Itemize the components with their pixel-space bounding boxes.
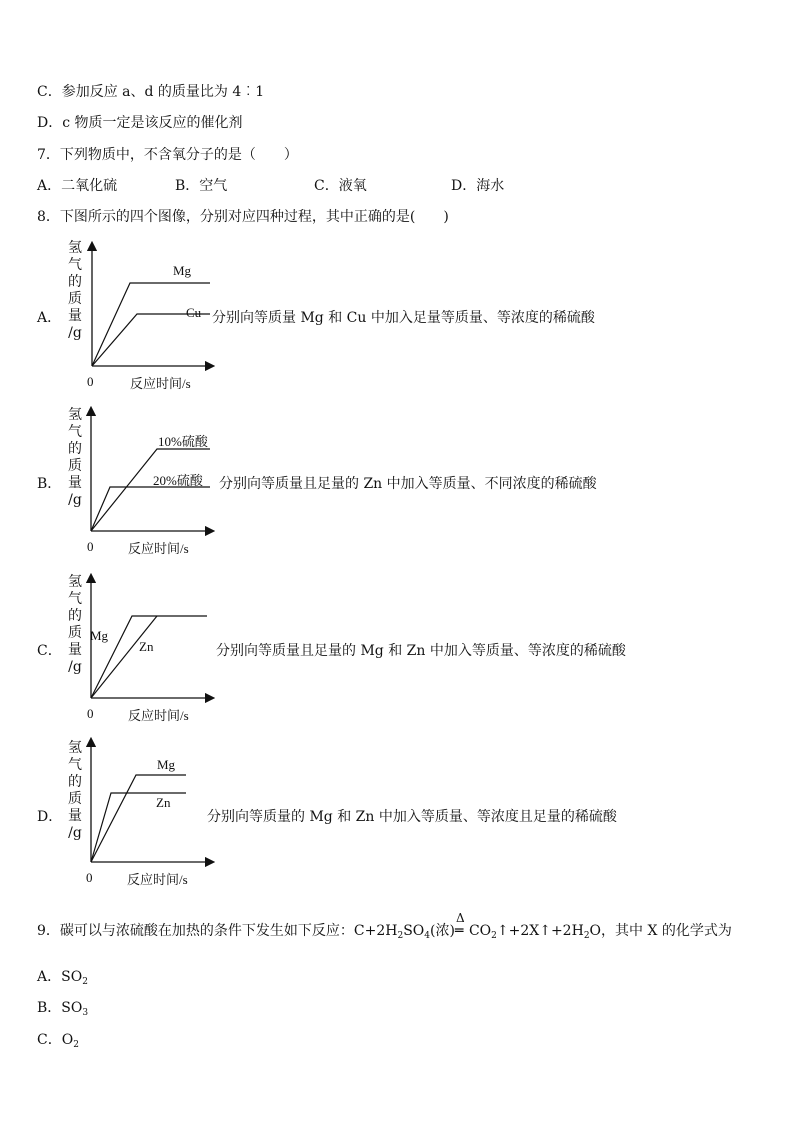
curve-label-20: 20%硫酸 [153,473,203,488]
x-axis-label: 反应时间/s [130,376,191,391]
graph-c-ylabel: 氢 气 的 质 量 /g [68,574,82,675]
question-7: 7．下列物质中，不含氧分子的是（ ） [37,147,298,163]
question-8: 8．下图所示的四个图像，分别对应四种过程，其中正确的是( ) [37,209,449,225]
origin-label: 0 [87,706,94,721]
x-axis-label: 反应时间/s [127,872,188,887]
origin-label: 0 [87,374,94,389]
q9-option-a: A．$SO_2$ [37,969,88,987]
heat-condition-sign: Δ ═ [454,911,465,939]
curve-label-10: 10%硫酸 [158,434,208,449]
x-axis-label: 反应时间/s [128,541,189,556]
curve-label-mg: Mg [157,757,176,772]
curve-mg [92,283,210,366]
q8-option-c-desc: 分别向等质量且足量的 Mg 和 Zn 中加入等质量、等浓度的稀硫酸 [216,643,626,659]
option-c-q6: C．参加反应 a、d 的质量比为 4︰1 [37,84,265,100]
graph-d-axes [60,738,220,878]
curve-label-mg: Mg [90,628,109,643]
q8-option-d-desc: 分别向等质量的 Mg 和 Zn 中加入等质量、等浓度且足量的稀硫酸 [207,809,617,825]
q8-option-a-letter: A． [37,310,62,326]
option-d-q6: D．c 物质一定是该反应的催化剂 [37,115,243,131]
q7-option-d: D．海水 [451,178,505,194]
q8-option-b-desc: 分别向等质量且足量的 Zn 中加入等质量、不同浓度的稀硫酸 [219,476,597,492]
curve-zn [91,793,186,862]
curve-label-zn: Zn [156,795,171,810]
origin-label: 0 [86,870,93,885]
curve-mg [91,616,207,698]
q9-option-b: B．$SO_3$ [37,1000,89,1018]
q8-option-b-letter: B． [37,476,62,492]
q7-option-a: A．二氧化硫 [37,178,118,194]
x-axis-label: 反应时间/s [128,708,189,723]
q7-option-c: C．液氧 [314,178,367,194]
graph-a-ylabel: 氢 气 的 质 量 /g [68,240,82,341]
curve-mg [91,775,186,862]
graph-b-ylabel: 氢 气 的 质 量 /g [68,407,82,508]
origin-label: 0 [87,539,94,554]
question-9: 9．碳可以与浓硫酸在加热的条件下发生如下反应：$C+2H_2SO_4$(浓) Δ ═ $CO_2↑+2X↑+2H_2O$，其中 X 的化学式为 [37,911,732,941]
graph-d-ylabel: 氢 气 的 质 量 /g [68,740,82,841]
curve-label-mg: Mg [173,263,192,278]
q9-option-c: C．$O_2$ [37,1032,79,1050]
q8-option-d-letter: D． [37,809,63,825]
q8-option-a-desc: 分别向等质量 Mg 和 Cu 中加入足量等质量、等浓度的稀硫酸 [212,310,595,326]
q8-option-c-letter: C． [37,643,62,659]
curve-cu [92,314,210,366]
curve-label-zn: Zn [139,639,154,654]
q7-option-b: B．空气 [175,178,228,194]
curve-label-cu: Cu [186,305,202,320]
